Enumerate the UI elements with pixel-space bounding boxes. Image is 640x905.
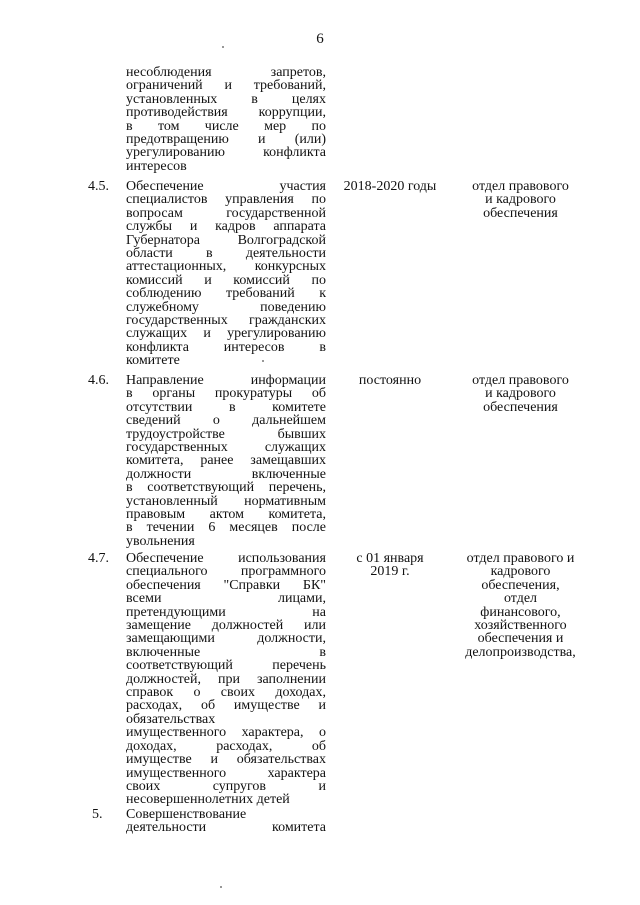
description-line: интересов: [126, 158, 187, 174]
item-number: 4.6.: [88, 373, 109, 388]
description-line: служащих и урегулированию: [126, 326, 326, 342]
description-line: сведений о дальнейшем: [126, 413, 326, 429]
description-line: своих супругов и: [126, 778, 326, 794]
description-line: претендующими на: [126, 604, 326, 620]
description-line: соответствующий перечень: [126, 658, 326, 674]
description-line: включенные в: [126, 644, 326, 660]
item-description: [126, 808, 326, 835]
description-line: несовершеннолетних детей: [126, 792, 290, 808]
item-description: [126, 374, 326, 548]
description-line: комитете: [126, 353, 180, 369]
description-line: государственных служащих: [126, 440, 326, 456]
description-line: должностей, при заполнении: [126, 671, 326, 687]
description-line: комиссий и комиссий по: [126, 272, 326, 288]
description-line: аттестационных, конкурсных: [126, 259, 326, 275]
responsible-line: делопроизводства,: [465, 644, 576, 660]
description-line: замещающими должности,: [126, 631, 326, 647]
description-line: обеспечения "Справки БК": [126, 577, 326, 593]
responsible-line: и кадрового: [485, 192, 556, 208]
description-line: урегулированию конфликта: [126, 145, 326, 161]
description-line: Губернатора Волгоградской: [126, 232, 326, 248]
responsible-line: обеспечения: [483, 205, 558, 221]
description-line: правовым актом комитета,: [126, 507, 326, 523]
description-line: установленный нормативным: [126, 493, 326, 509]
description-line: всеми лицами,: [126, 591, 326, 607]
responsible-line: отдел правового: [472, 179, 569, 194]
description-line: расходах, об имуществе и: [126, 698, 326, 714]
description-line: справок о своих доходах,: [126, 685, 326, 701]
item-responsible: [458, 374, 583, 414]
item-number: 4.5.: [88, 179, 109, 194]
description-line: замещение должностей или: [126, 618, 326, 634]
responsible-line: обеспечения,: [481, 577, 560, 593]
description-line: государственных гражданских: [126, 313, 326, 329]
deadline-line: 2018-2020 годы: [343, 179, 437, 194]
description-line: специалистов управления по: [126, 192, 326, 208]
responsible-line: хозяйственного: [474, 618, 567, 634]
responsible-line: отдел правового и: [466, 551, 575, 566]
description-line: несоблюдения запретов,: [126, 65, 326, 80]
item-description: [126, 180, 326, 368]
page-number: 6: [316, 31, 324, 47]
item-deadline: [330, 180, 450, 193]
scan-speck: [262, 360, 264, 362]
deadline-line: 2019 г.: [370, 564, 410, 580]
description-line: службы и кадров аппарата: [126, 219, 326, 235]
responsible-line: финансового,: [480, 604, 561, 620]
responsible-line: обеспечения: [483, 399, 558, 415]
description-line: специального программного: [126, 564, 326, 580]
description-line: области в деятельности: [126, 246, 326, 262]
description-line: в органы прокуратуры об: [126, 386, 326, 402]
description-line: должности включенные: [126, 466, 326, 482]
deadline-line: постоянно: [358, 373, 422, 388]
item-responsible: [458, 180, 583, 220]
description-line: вопросам государственной: [126, 205, 326, 221]
description-line: имуществе и обязательствах: [126, 752, 326, 768]
description-line: соблюдению требований к: [126, 286, 326, 302]
responsible-line: обеспечения и: [477, 631, 564, 647]
description-line: Обеспечение использования: [126, 551, 326, 566]
description-line: противодействия коррупции,: [126, 105, 326, 121]
description-line: предотвращению и (или): [126, 132, 326, 148]
description-line: увольнения: [126, 533, 195, 549]
item-responsible: [458, 552, 583, 659]
item-number: 5.: [92, 807, 103, 822]
item-deadline: [330, 552, 450, 579]
responsible-line: отдел: [503, 591, 538, 607]
description-line: служебному поведению: [126, 299, 326, 315]
description-line: обязательствах: [126, 711, 216, 727]
description-line: в том числе мер по: [126, 118, 326, 134]
scan-speck: [220, 886, 222, 888]
description-line: комитета, ранее замещавших: [126, 453, 326, 469]
description-line: Совершенствование: [126, 807, 247, 822]
description-line: в течении 6 месяцев после: [126, 520, 326, 536]
item-deadline: [330, 374, 450, 387]
description-line: имущественного характера: [126, 765, 326, 781]
description-line: в соответствующий перечень,: [126, 480, 326, 496]
description-line: ограничений и требований,: [126, 78, 326, 94]
item-description: [126, 552, 326, 807]
responsible-line: и кадрового: [485, 386, 556, 402]
description-line: имущественного характера, о: [126, 725, 326, 741]
description-line: Обеспечение участия: [126, 179, 326, 194]
description-line: трудоустройстве бывших: [126, 426, 326, 442]
description-line: Направление информации: [126, 373, 326, 388]
responsible-line: отдел правового: [472, 373, 569, 388]
description-line: конфликта интересов в: [126, 339, 326, 355]
deadline-line: с 01 января: [356, 551, 424, 566]
item-description: [126, 66, 326, 173]
description-line: установленных в целях: [126, 91, 326, 107]
item-number: 4.7.: [88, 551, 109, 566]
description-line: деятельности комитета: [126, 820, 326, 836]
description-line: доходах, расходах, об: [126, 738, 326, 754]
description-line: отсутствии в комитете: [126, 399, 326, 415]
scan-speck: [222, 46, 224, 48]
responsible-line: кадрового: [490, 564, 551, 580]
